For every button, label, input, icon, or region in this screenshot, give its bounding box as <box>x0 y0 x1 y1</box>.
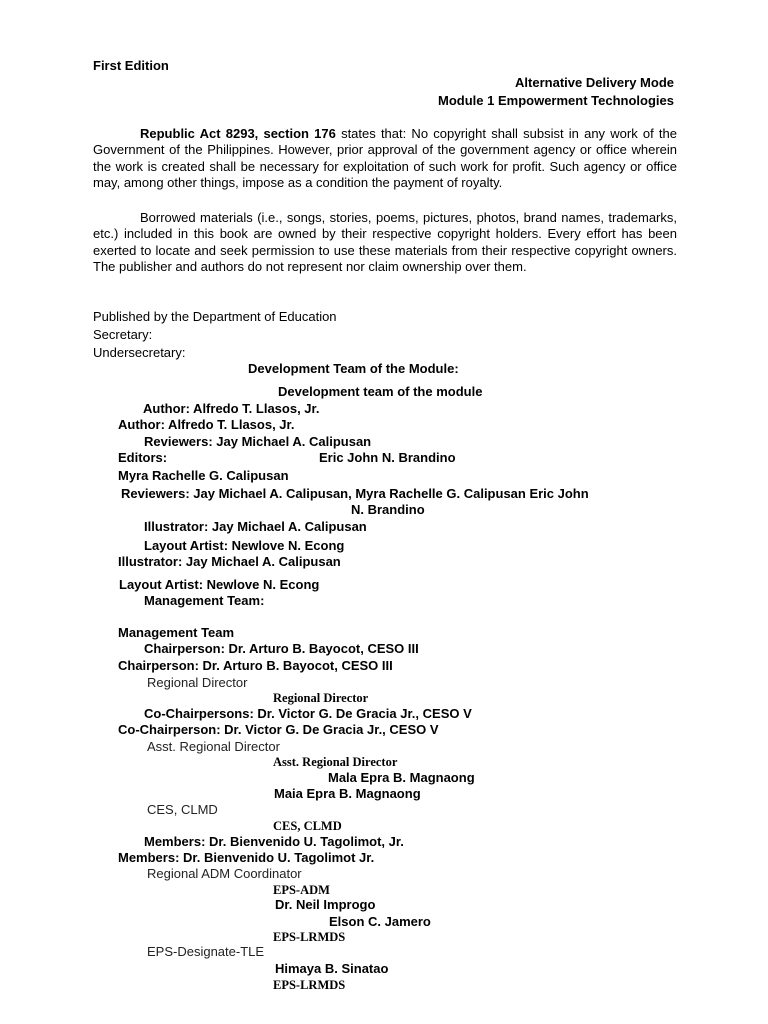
undersecretary-label: Undersecretary: <box>93 345 186 360</box>
management-team-heading: Management Team: <box>144 593 265 608</box>
author-line: Author: Alfredo T. Llasos, Jr. <box>143 401 320 416</box>
himaya-sinatao-name: Himaya B. Sinatao <box>275 961 389 976</box>
neil-improgo-name: Dr. Neil Improgo <box>275 897 376 912</box>
asst-regional-director-label-duplicate: Asst. Regional Director <box>273 755 398 769</box>
asst-regional-director-label: Asst. Regional Director <box>147 739 280 754</box>
editor-name: Eric John N. Brandino <box>319 450 456 465</box>
copyright-text-2: Borrowed materials (i.e., songs, stories, poems, pictures, photos, brand names, trademarks, etc.) included in this book are owned by their respective copyright holders. Every effort has been exerted to locate and seek permission to use these materials from their respective copyright owners. The publisher and authors do not represent nor claim ownership over them. <box>93 210 677 275</box>
members-line: Members: Dr. Bienvenido U. Tagolimot, Jr. <box>144 834 404 849</box>
illustrator-line-duplicate: Illustrator: Jay Michael A. Calipusan <box>118 554 341 569</box>
dev-team-heading-2: Development team of the module <box>278 384 483 399</box>
regional-director-label-duplicate: Regional Director <box>273 691 369 705</box>
editors-label: Editors: <box>118 450 168 465</box>
layout-artist-line: Layout Artist: Newlove N. Econg <box>144 538 345 553</box>
chairperson-line-duplicate: Chairperson: Dr. Arturo B. Bayocot, CESO III <box>118 658 393 673</box>
reviewers-line-full: Reviewers: Jay Michael A. Calipusan, Myra Rachelle G. Calipusan Eric John <box>121 486 589 501</box>
dev-team-heading: Development Team of the Module: <box>248 361 459 376</box>
maia-name: Maia Epra B. Magnaong <box>274 786 421 801</box>
elson-jamero-name: Elson C. Jamero <box>329 914 431 929</box>
co-chairpersons-line: Co-Chairpersons: Dr. Victor G. De Gracia Jr., CESO V <box>144 706 472 721</box>
management-team-heading-2: Management Team <box>118 625 235 640</box>
reviewers-line-cont: N. Brandino <box>351 502 425 517</box>
members-line-duplicate: Members: Dr. Bienvenido U. Tagolimot Jr. <box>118 850 375 865</box>
ces-clmd-label: CES, CLMD <box>147 802 218 817</box>
copyright-text-1: states that: No copyright shall subsist in any work of the Government of the Philippines. However, prior approval of the government agency or office wherein the work is created shall be necessary for exploitation of such work for profit. Such agency or office may, among other things, impose as a condition the payment of royalty. <box>93 126 677 191</box>
published-by: Published by the Department of Education <box>93 309 337 324</box>
author-line-duplicate: Author: Alfredo T. Llasos, Jr. <box>118 417 295 432</box>
regional-director-label: Regional Director <box>147 675 248 690</box>
eps-designate-tle-label: EPS-Designate-TLE <box>147 944 265 959</box>
illustrator-line: Illustrator: Jay Michael A. Calipusan <box>144 519 367 534</box>
mala-name: Mala Epra B. Magnaong <box>328 770 475 785</box>
myra-name: Myra Rachelle G. Calipusan <box>118 468 289 483</box>
eps-lrmds-label-duplicate: EPS-LRMDS <box>273 978 346 992</box>
header-line-2: Module 1 Empowerment Technologies <box>438 93 674 108</box>
copyright-paragraph-1 <box>93 126 677 192</box>
secretary-label: Secretary: <box>93 327 153 342</box>
reviewers-line: Reviewers: Jay Michael A. Calipusan <box>144 434 372 449</box>
chairperson-line: Chairperson: Dr. Arturo B. Bayocot, CESO III <box>144 641 419 656</box>
ces-clmd-label-duplicate: CES, CLMD <box>273 819 342 833</box>
layout-artist-line-duplicate: Layout Artist: Newlove N. Econg <box>119 577 320 592</box>
co-chairperson-line: Co-Chairperson: Dr. Victor G. De Gracia Jr., CESO V <box>118 722 439 737</box>
edition-label: First Edition <box>93 58 169 73</box>
copyright-paragraph-2 <box>93 210 677 276</box>
header-line-1: Alternative Delivery Mode <box>515 75 674 90</box>
republic-act-reference: Republic Act 8293, section 176 <box>140 126 336 141</box>
regional-adm-coordinator-label: Regional ADM Coordinator <box>147 866 302 881</box>
eps-lrmds-label: EPS-LRMDS <box>273 930 346 944</box>
eps-adm-label: EPS-ADM <box>273 883 330 897</box>
